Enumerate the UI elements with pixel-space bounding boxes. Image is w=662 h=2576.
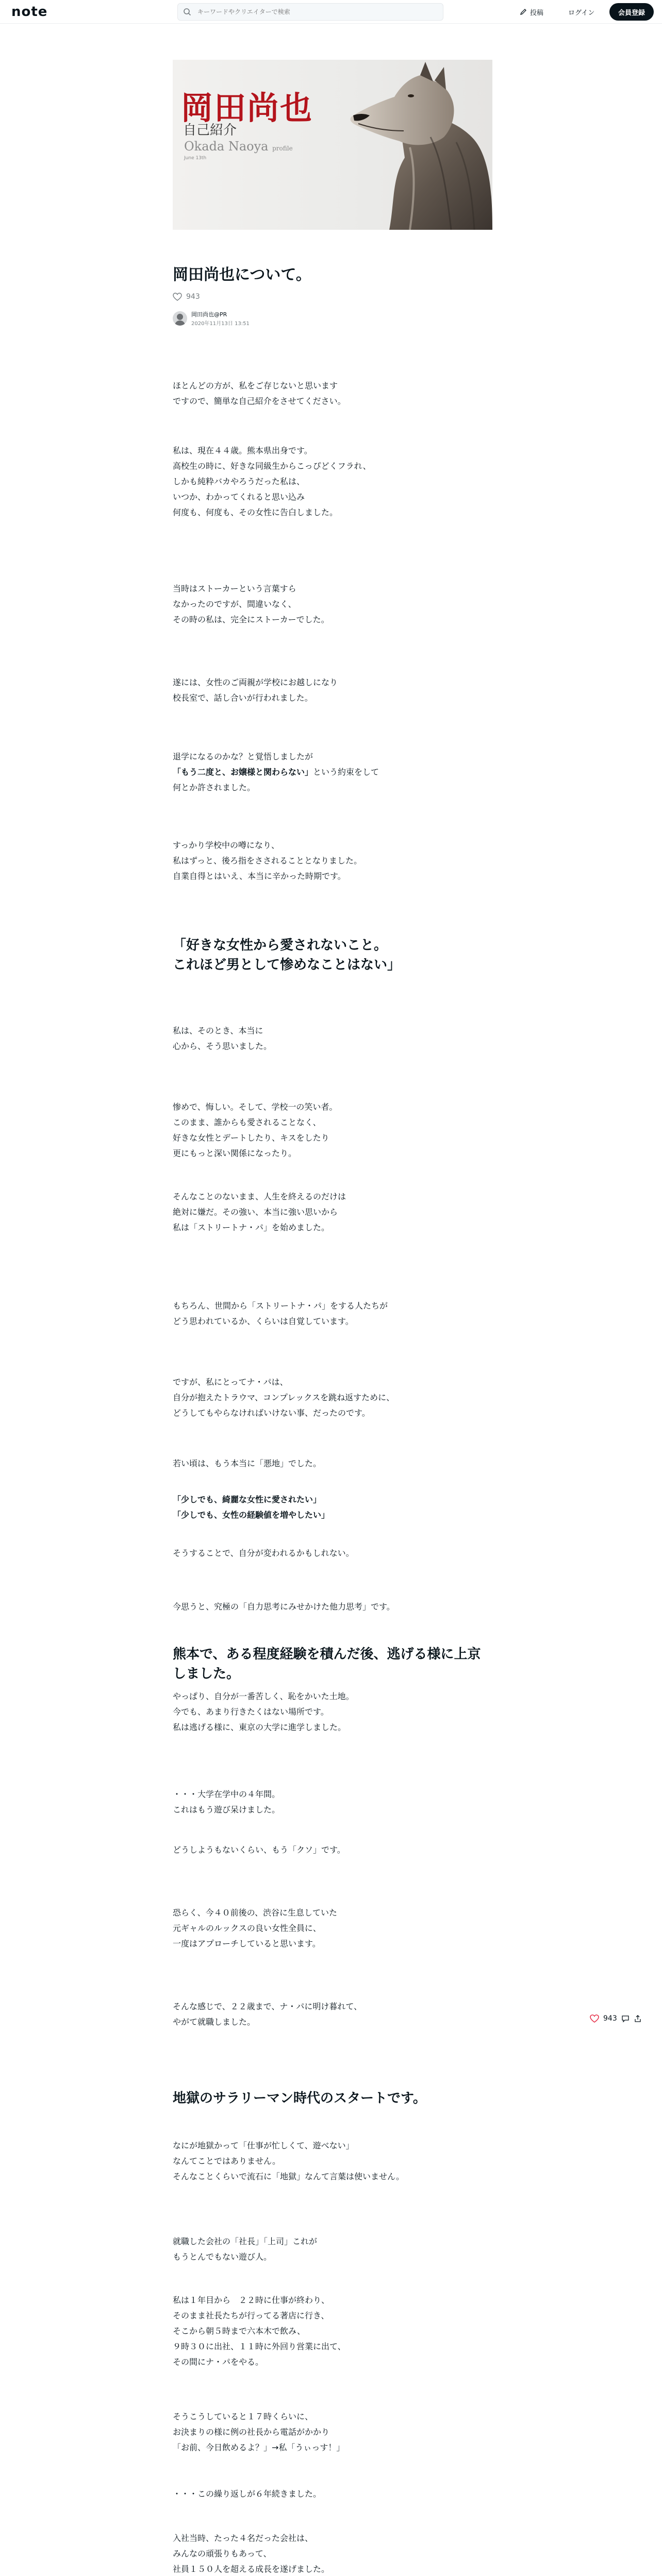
author-name[interactable]: 岡田尚也@PR [191, 311, 227, 318]
paragraph [173, 749, 492, 795]
article-title: 岡田尚也について。 [173, 266, 311, 284]
like-row[interactable] [173, 293, 200, 301]
paragraph: 今思うと、究極の「自力思考にみせかけた他力思考」です。 [173, 1602, 395, 1612]
paragraph: もちろん、世間から「ストリートナ・パ」をする人たちが どう思われているか、くらいは自覚しています。 [173, 1301, 388, 1326]
paragraph: そんな感じで、２２歳まで、ナ・パに明け暮れて、 やがて就職しました。 [173, 2002, 362, 2027]
hero-roman-name [184, 139, 293, 154]
paragraph: 惨めで、悔しい。そして、学校一の笑い者。 このまま、誰からも愛されることなく、 好きな女性とデートしたり、キスをしたり 更にもっと深い関係になったり。 [173, 1102, 338, 1158]
login-button[interactable]: ログイン [568, 9, 595, 17]
paragraph: ・・・この繰り返しが６年続きました。 [173, 2489, 322, 2499]
paragraph: そうこうしていると１７時くらいに、 お決まりの様に例の社長から電話がかかり 「お前、今日飲めるよ？」→私「うぃっす！」 [173, 2412, 345, 2452]
author-info[interactable] [173, 310, 250, 327]
text: 退学になるのかな？と覚悟しましたが [173, 752, 313, 761]
avatar[interactable] [173, 311, 187, 326]
search-input[interactable] [197, 6, 435, 18]
like-count: 943 [186, 293, 200, 301]
signup-button[interactable]: 会員登録 [609, 3, 654, 21]
paragraph: 恐らく、今４０前後の、渋谷に生息していた 元ギャルのルックスの良い女性全員に、 一度はアプローチしていると思います。 [173, 1908, 338, 1948]
section-heading: 熊本で、ある程度経験を積んだ後、逃げる様に上京しました。 [173, 1647, 481, 1682]
share-icon[interactable] [634, 2014, 642, 2023]
search-box[interactable] [177, 3, 443, 21]
top-nav [0, 0, 662, 24]
heart-icon[interactable] [590, 2014, 599, 2023]
hero-roman-small: profile [272, 145, 293, 152]
hero-name: 岡田尚也 [181, 89, 313, 127]
bold-text: 「もう二度と、お嬢様と関わらない」 [173, 767, 313, 777]
search-icon [183, 8, 191, 16]
paragraph: 私は、現在４４歳。熊本県出身です。 高校生の時に、好きな同級生からこっぴどくフラれ、 しかも純粋バカやろうだった私は、 いつか、わかってくれると思い込み 何度も、何度も、その女性に告白しました。 [173, 446, 371, 517]
paragraph: 就職した会社の「社長」「上司」これが もうとんでもない遊び人。 [173, 2236, 318, 2262]
paragraph: そうすることで、自分が変われるかもしれない。 [173, 1548, 354, 1558]
hero-image [173, 60, 492, 230]
paragraph: 私は、そのとき、本当に 心から、そう思いました。 [173, 1026, 272, 1051]
paragraph: すっかり学校中の噂になり、 私はずっと、後ろ指をさされることとなりました。 自業自得とはいえ、本当に辛かった時期です。 [173, 840, 362, 881]
pen-icon [520, 8, 527, 15]
wolf-illustration [343, 60, 492, 230]
paragraph: 私は１年目から ２２時に仕事が終わり、 そのまま社長たちが行ってる著店に行き、 そこから朝５時まで六本木で飲み、 ９時３０に出社、１１時に外回り営業に出て、 その間にナ・パをやる。 [173, 2295, 346, 2367]
paragraph: ・・・大学在学中の４年間。 これはもう遊び呆けました。 [173, 1789, 280, 1815]
side-action-bar [590, 2014, 642, 2023]
hero-roman-text: Okada Naoya [184, 139, 269, 154]
paragraph: ですが、私にとってナ・パは、 自分が抱えたトラウマ、コンプレックスを跳ね返すために、 どうしてもやらなければいけない事、だったのです。 [173, 1377, 395, 1418]
comment-icon[interactable] [621, 2014, 630, 2023]
paragraph: やっぱり、自分が一番苦しく、恥をかいた土地。 今でも、あまり行きたくはない場所です。 私は逃げる様に、東京の大学に進学しました。 [173, 1691, 354, 1732]
text: 何とか許されました。 [173, 783, 256, 792]
hero-subtitle: 自己紹介 [183, 123, 237, 138]
side-like-count: 943 [603, 2014, 617, 2023]
post-label: 投稿 [530, 9, 544, 17]
paragraph: どうしようもないくらい、もう「クソ」です。 [173, 1845, 345, 1855]
text: という約束をして [313, 767, 379, 777]
heart-icon[interactable] [173, 293, 182, 301]
post-button[interactable] [520, 5, 543, 19]
note-logo[interactable]: note [11, 4, 48, 20]
paragraph: 当時はストーカーという言葉すら なかったのですが、間違いなく、 その時の私は、完全にストーカーでした。 [173, 584, 329, 624]
paragraph: そんなことのないまま、人生を終えるのだけは 絶対に嫌だ。その強い、本当に強い思いから 私は「ストリートナ・パ」を始めました。 [173, 1192, 346, 1232]
paragraph: ほとんどの方が、私をご存じないと思います ですので、簡単な自己紹介をさせてください。 [173, 381, 346, 406]
paragraph: 遂には、女性のご両親が学校にお越しになり 校長室で、話し合いが行われました。 [173, 677, 338, 703]
paragraph: 若い頃は、もう本当に「悪地」でした。 [173, 1459, 322, 1468]
hero-date: June 13th [184, 156, 207, 161]
post-date: 2020年11月13日 13:51 [191, 321, 250, 327]
paragraph: 入社当時、たった４名だった会社は、 みんなの頑張りもあって、 社員１５０人を超える成長を遂げました。 [173, 2533, 330, 2574]
section-heading: 地獄のサラリーマン時代のスタートです。 [173, 2091, 426, 2106]
section-heading: 「好きな女性から愛されないこと。 これほど男として惨めなことはない」 [173, 938, 401, 973]
bold-paragraph: 「少しでも、綺麗な女性に愛されたい」 「少しでも、女性の経験値を増やしたい」 [173, 1495, 330, 1520]
paragraph: なにが地獄かって「仕事が忙しくて、遊べない」 なんてことではありません。 そんなことくらいで流石に「地獄」なんて言葉は使いません。 [173, 2141, 404, 2181]
